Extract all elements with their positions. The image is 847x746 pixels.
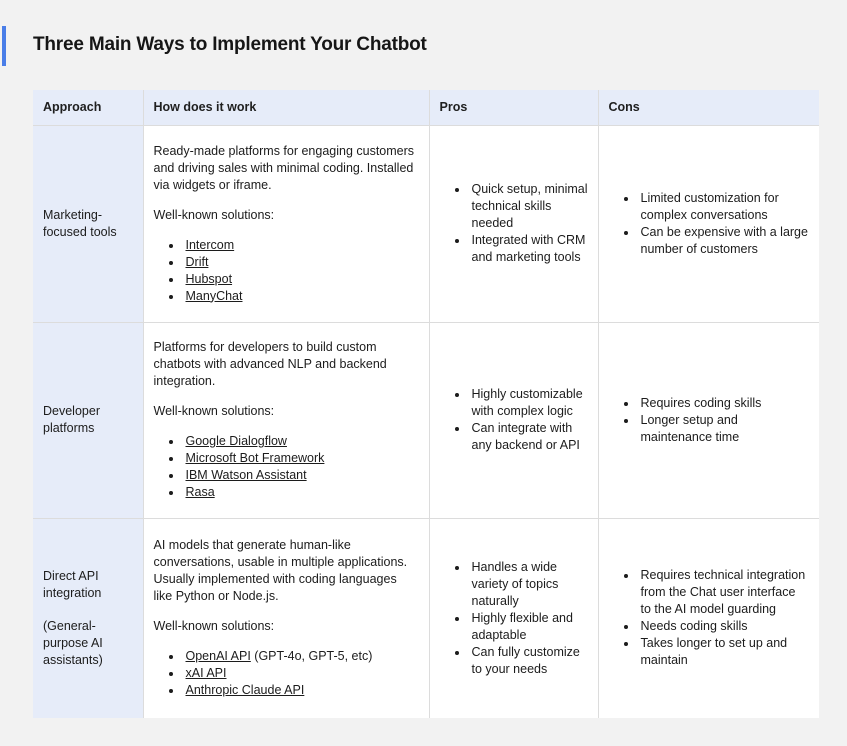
table-row <box>33 518 819 718</box>
pro-item: Can integrate with any backend or API <box>440 420 588 454</box>
solution-link-intercom[interactable]: Intercom <box>185 237 235 252</box>
list-item <box>154 648 419 665</box>
list-item <box>154 484 419 501</box>
solution-link-bot-framework[interactable]: Microsoft Bot Framework <box>185 451 325 465</box>
cons-cell <box>598 518 819 718</box>
approach-description: AI models that generate human-like conversations, usable in multiple applications. Usually implemented with coding languages like Python or Node.js. <box>153 538 408 604</box>
solutions-list <box>154 237 419 305</box>
title-section <box>0 26 847 66</box>
how-cell <box>143 125 429 322</box>
list-item <box>154 433 419 450</box>
solution-link-dialogflow[interactable]: Google Dialogflow <box>185 434 287 448</box>
title-accent-bar <box>2 26 6 66</box>
list-item <box>154 288 419 305</box>
con-item: Longer setup and maintenance time <box>609 412 810 446</box>
con-item: Requires coding skills <box>609 395 810 412</box>
solutions-list <box>154 433 419 501</box>
approach-name: Developer platforms <box>43 404 100 435</box>
pro-item: Handles a wide variety of topics naturally <box>440 559 588 610</box>
con-item: Requires technical integration from the Chat user interface to the AI model guarding <box>609 567 810 618</box>
con-item: Can be expensive with a large number of customers <box>609 224 810 258</box>
list-item <box>154 665 419 682</box>
pros-list <box>440 181 588 266</box>
approach-description: Platforms for developers to build custom chatbots with advanced NLP and backend integration. <box>153 340 387 388</box>
pro-item: Highly customizable with complex logic <box>440 386 588 420</box>
pro-item: Quick setup, minimal technical skills needed <box>440 181 588 232</box>
cons-list <box>609 190 810 258</box>
list-item <box>154 271 419 288</box>
spacer <box>43 602 133 618</box>
how-cell <box>143 518 429 718</box>
solutions-list <box>154 648 419 699</box>
list-item <box>154 467 419 484</box>
con-item: Takes longer to set up and maintain <box>609 635 810 669</box>
list-item <box>154 254 419 271</box>
solution-link-manychat[interactable]: ManyChat <box>185 288 243 303</box>
cons-list <box>609 395 810 446</box>
known-solutions-label: Well-known solutions: <box>153 619 275 634</box>
list-item <box>154 237 419 254</box>
page-title: Three Main Ways to Implement Your Chatbot <box>33 34 427 55</box>
approach-cell <box>33 518 143 718</box>
table-row <box>33 322 819 518</box>
column-header-cons: Cons <box>598 90 819 125</box>
solution-note: (GPT-4o, GPT-5, etc) <box>250 649 373 664</box>
cons-list <box>609 567 810 669</box>
table-row <box>33 125 819 322</box>
solution-link-hubspot[interactable]: Hubspot <box>185 271 233 286</box>
approach-note: (General-purpose AI assistants) <box>43 618 103 667</box>
approach-cell <box>33 125 143 322</box>
how-cell <box>143 322 429 518</box>
known-solutions-label: Well-known solutions: <box>153 404 275 418</box>
cons-cell <box>598 322 819 518</box>
solution-link-rasa[interactable]: Rasa <box>185 485 215 499</box>
solution-link-anthropic[interactable]: Anthropic Claude API <box>185 683 305 698</box>
column-header-pros: Pros <box>429 90 598 125</box>
table-header-row <box>33 90 819 125</box>
pros-cell <box>429 322 598 518</box>
pros-list <box>440 386 588 454</box>
pros-list <box>440 559 588 678</box>
pros-cell <box>429 125 598 322</box>
known-solutions-label: Well-known solutions: <box>153 207 275 222</box>
approach-name: Direct API integration <box>43 568 102 600</box>
con-item: Needs coding skills <box>609 618 810 635</box>
list-item <box>154 682 419 699</box>
solution-link-watson[interactable]: IBM Watson Assistant <box>185 468 307 482</box>
pro-item: Integrated with CRM and marketing tools <box>440 232 588 266</box>
con-item: Limited customization for complex conversations <box>609 190 810 224</box>
column-header-approach: Approach <box>33 90 143 125</box>
pro-item: Highly flexible and adaptable <box>440 610 588 644</box>
approach-description: Ready-made platforms for engaging customers and driving sales with minimal coding. Installed via widgets or iframe. <box>153 143 415 192</box>
solution-link-openai[interactable]: OpenAI API <box>185 649 251 664</box>
solution-link-drift[interactable]: Drift <box>185 254 209 269</box>
approach-name: Marketing-focused tools <box>43 207 117 239</box>
list-item <box>154 450 419 467</box>
approach-cell <box>33 322 143 518</box>
cons-cell <box>598 125 819 322</box>
solution-link-xai[interactable]: xAI API <box>185 666 227 681</box>
comparison-table <box>33 90 819 718</box>
column-header-how: How does it work <box>143 90 429 125</box>
pros-cell <box>429 518 598 718</box>
pro-item: Can fully customize to your needs <box>440 644 588 678</box>
